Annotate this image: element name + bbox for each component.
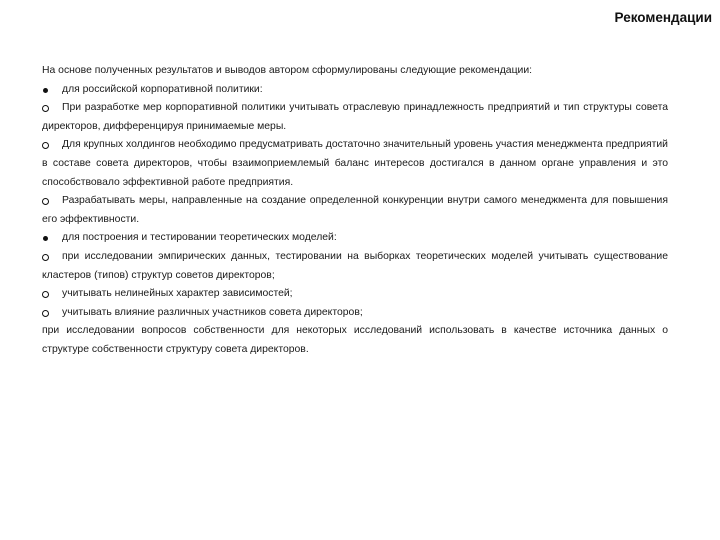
list-item-text: для построения и тестировании теоретических моделей: (62, 232, 337, 244)
list-item (42, 285, 668, 304)
closing-paragraph: при исследовании вопросов собственности для некоторых исследований использовать в качестве источника данных о структуре собственности структуру совета директоров. (42, 325, 668, 355)
page-title: Рекомендации (614, 10, 712, 25)
recommendations-body (42, 62, 668, 360)
list-item-text: для российской корпоративной политики: (62, 83, 263, 95)
list-item (42, 192, 668, 229)
list-item (42, 248, 668, 285)
list-item-text: Разрабатывать меры, направленные на создание определенной конкуренции внутри самого менеджмента для повышения его эффективности. (42, 195, 668, 225)
list-item (42, 136, 668, 192)
list-item-text: учитывать влияние различных участников совета директоров; (62, 306, 363, 318)
intro-paragraph: На основе полученных результатов и выводов автором сформулированы следующие рекомендации: (42, 65, 533, 76)
list-item (42, 304, 668, 323)
list-item (42, 99, 668, 136)
list-item-text: при исследовании эмпирических данных, тестировании на выборках теоретических моделей учитывать существование кластеров (типов) структур советов директоров; (42, 250, 668, 281)
list-item-text: учитывать нелинейных характер зависимостей; (62, 288, 293, 300)
list-item-text: Для крупных холдингов необходимо предусматривать достаточно значительный уровень участия менеджмента предприятий в составе совета директоров, чтобы взаимоприемлемый баланс интересов достигался в данном органе управления и это способствовало эффективной работе предприятия. (42, 139, 668, 188)
list-item (42, 81, 668, 100)
list-item-text: При разработке мер корпоративной политики учитывать отраслевую принадлежность предприятий и тип структуры совета директоров, дифференцируя принимаемые меры. (42, 102, 668, 132)
list-item (42, 229, 668, 248)
